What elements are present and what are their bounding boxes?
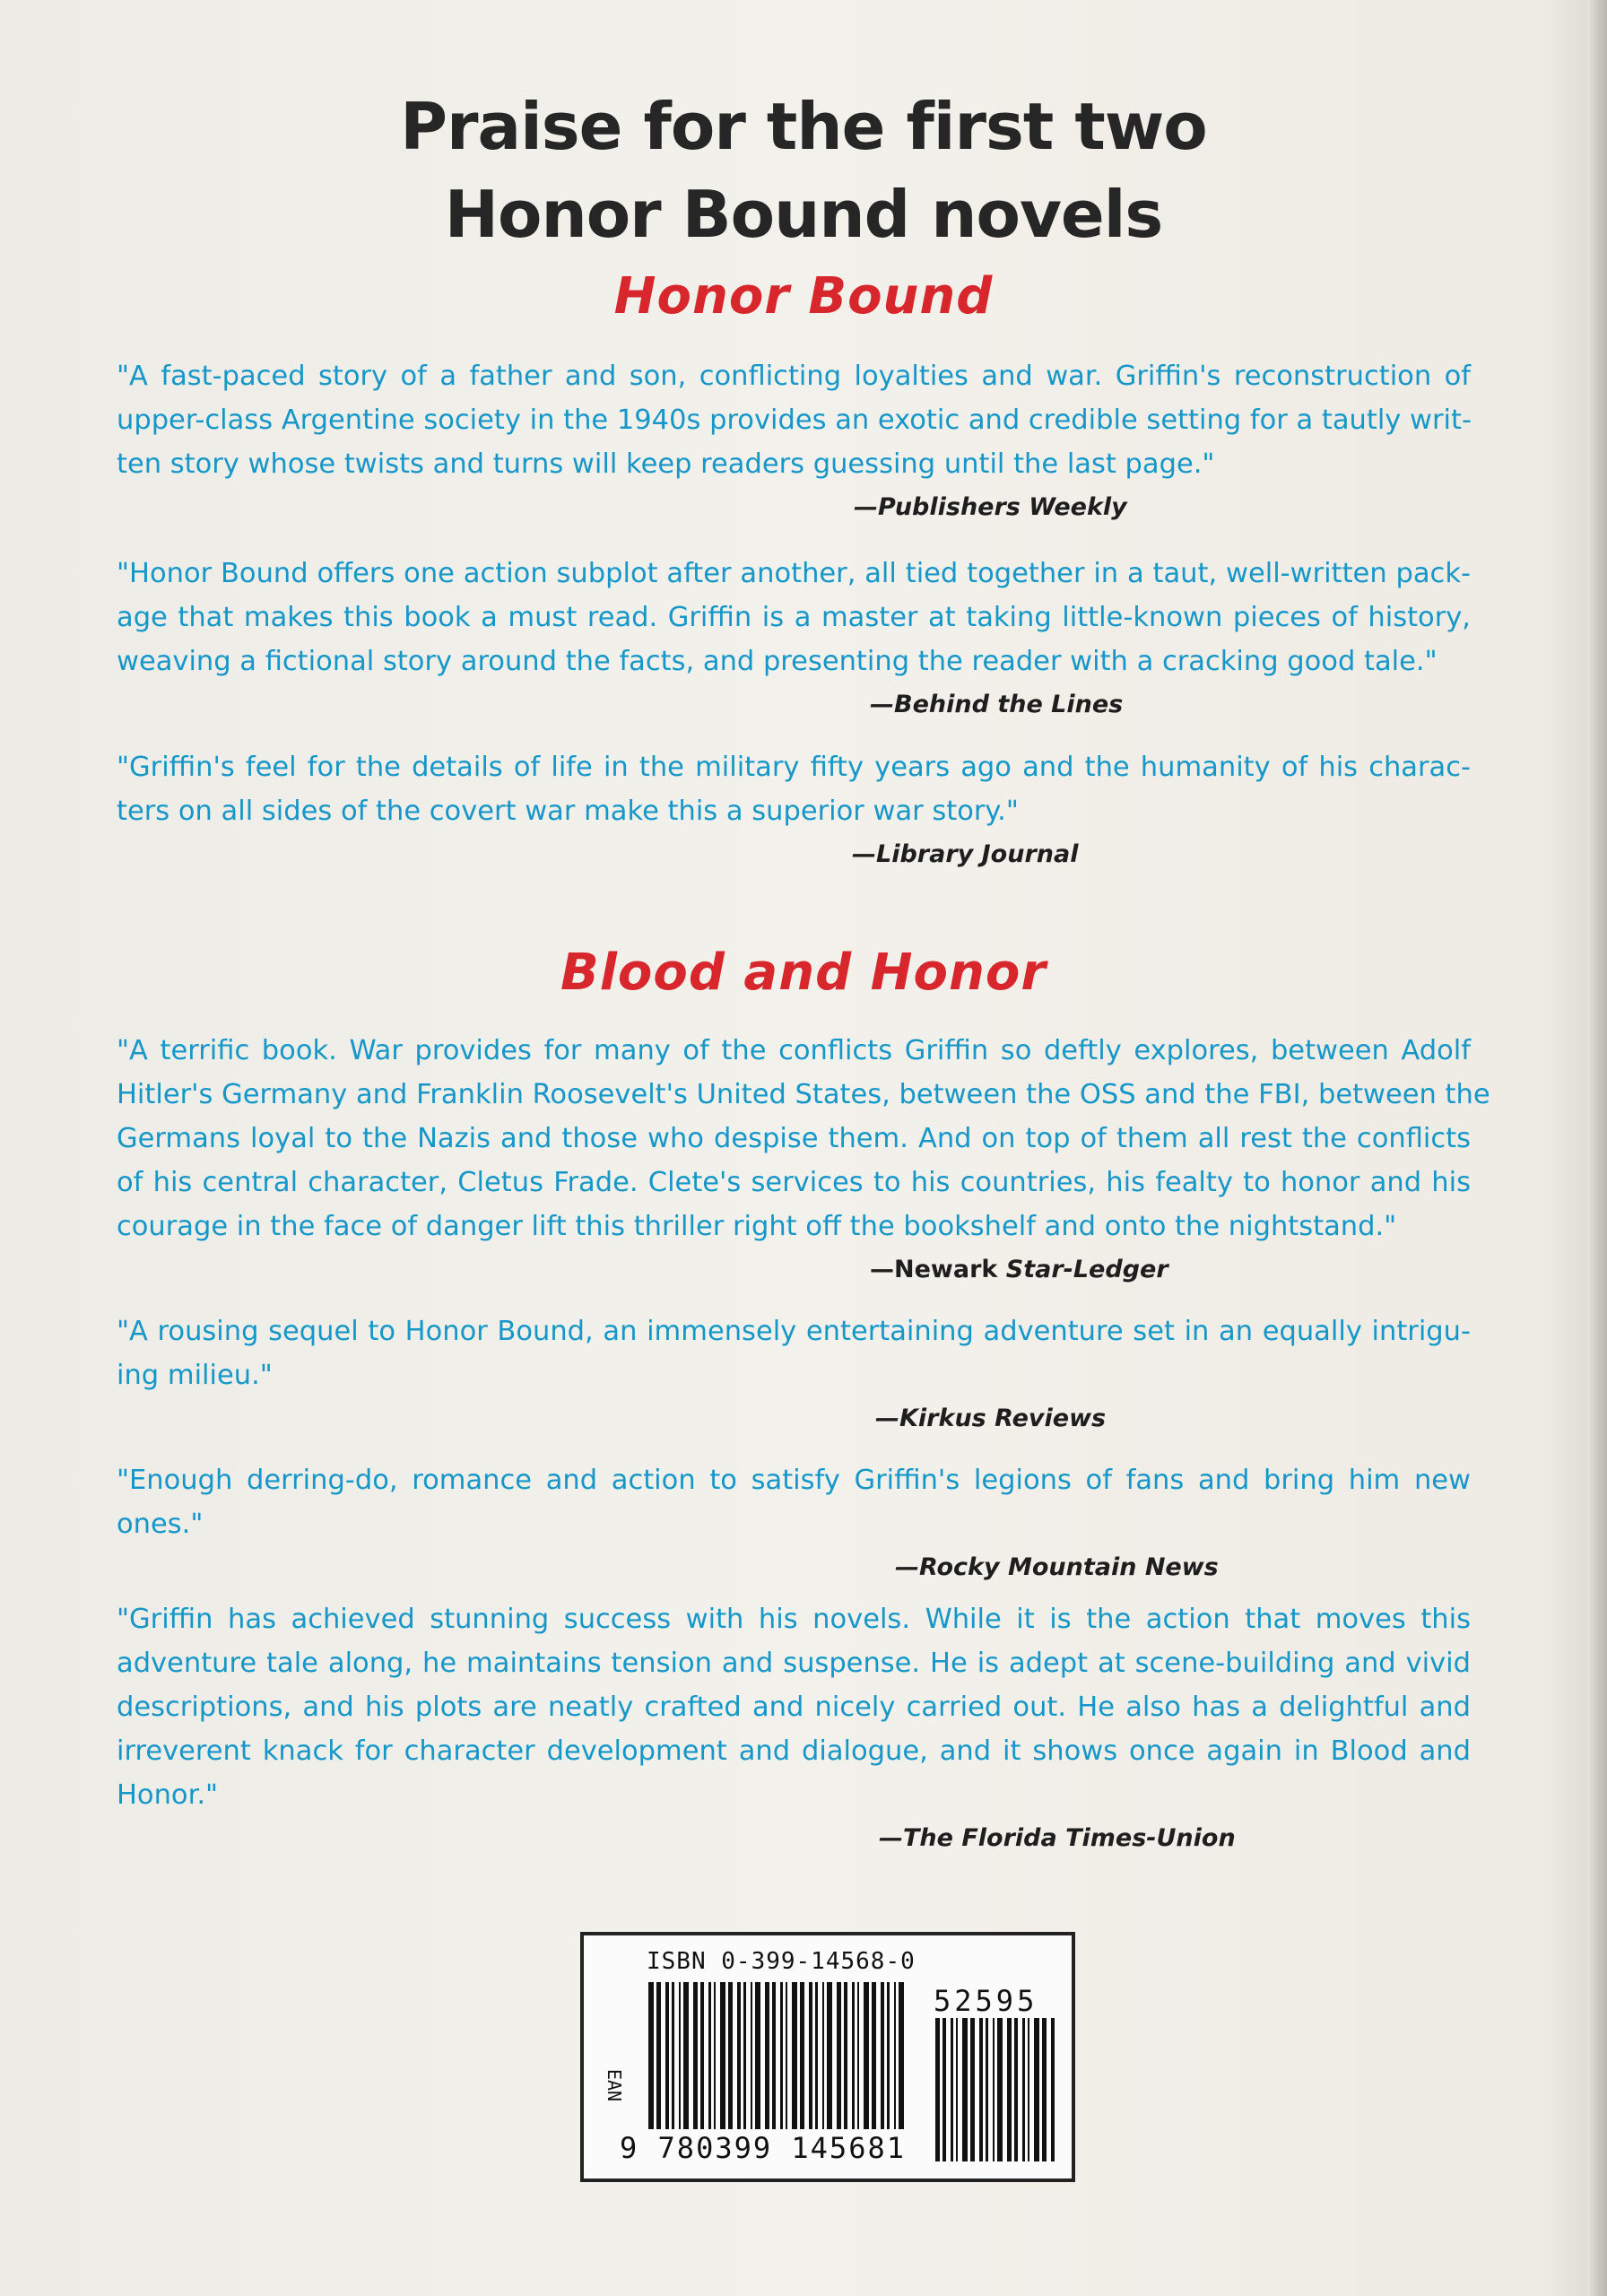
review-rocky-mountain-news [117, 1458, 1471, 1586]
barcode-bar [714, 1982, 716, 2129]
barcode-bar [1014, 2018, 1018, 2161]
isbn-number: ISBN 0-399-14568-0 [647, 1948, 916, 1975]
barcode-bar [979, 2018, 983, 2161]
review-quote [117, 1458, 1471, 1546]
review-library-journal [117, 745, 1471, 873]
review-quote [117, 1029, 1490, 1248]
barcode-bar [772, 1982, 776, 2129]
review-attribution [870, 1252, 1471, 1288]
review-quote [117, 354, 1471, 486]
barcode-bar [837, 1982, 841, 2129]
barcode-bar [693, 1982, 698, 2129]
quote-line: adventure tale along, he maintains tension and suspense. He is adept at scene-building and vivid [117, 1648, 1471, 1679]
barcode-bar [751, 1982, 752, 2129]
quote-line: ing milieu." [117, 1360, 273, 1391]
quote-line: Germans loyal to the Nazis and those who despise them. And on top of them all rest the conflicts [117, 1123, 1471, 1154]
barcode-bar [993, 2018, 995, 2161]
barcode-bar [887, 1982, 890, 2129]
barcode-bar [737, 1982, 741, 2129]
cover-edge [1587, 0, 1607, 2296]
barcode-bar [1022, 2018, 1025, 2161]
quote-line: of his central character, Cletus Frade. Clete's services to his countries, his fealty to honor and his [117, 1167, 1471, 1198]
quote-line: age that makes this book a must read. Griffin is a master at taking little-known pieces of history, [117, 602, 1471, 633]
quote-line: weaving a fictional story around the facts, and presenting the reader with a cracking good tale." [117, 646, 1438, 677]
quote-line: descriptions, and his plots are neatly crafted and nicely carried out. He also has a delightful and [117, 1692, 1471, 1723]
heading-line-2: Honor Bound novels [444, 177, 1163, 252]
barcode-bar [728, 1982, 733, 2129]
barcode-bar [857, 1982, 859, 2129]
quote-line: upper-class Argentine society in the 1940s provides an exotic and credible setting for a tautly writ- [117, 404, 1472, 436]
barcode-bar [792, 1982, 797, 2129]
quote-line: "A rousing sequel to Honor Bound, an immensely entertaining adventure set in an equally intrigu- [117, 1316, 1471, 1347]
review-quote [117, 1309, 1471, 1397]
quote-line: ones." [117, 1509, 204, 1540]
quote-line: "A fast-paced story of a father and son, conflicting loyalties and war. Griffin's reconstruction of [117, 361, 1471, 392]
barcode-bar [720, 1982, 725, 2129]
barcode-bar [935, 2018, 940, 2161]
barcode-bar [780, 1982, 783, 2129]
quote-line: "Enough derring-do, romance and action to satisfy Griffin's legions of fans and bring him new [117, 1465, 1471, 1496]
review-star-ledger [117, 1029, 1490, 1288]
barcode-bar [942, 2018, 946, 2161]
review-attribution: —Publishers Weekly [854, 493, 1127, 521]
price-code: 52595 [934, 1984, 1038, 2018]
barcode-bar [679, 1982, 681, 2129]
barcode-bar [1051, 2018, 1055, 2161]
barcode-bar [951, 2018, 953, 2161]
attribution-source: Star-Ledger [1005, 1256, 1168, 1283]
review-quote [117, 552, 1471, 683]
ean-label: EAN [604, 2068, 626, 2102]
review-publishers-weekly [117, 354, 1471, 526]
quote-line: Honor." [117, 1779, 219, 1811]
quote-line: irreverent knack for character development and dialogue, and it shows once again in Blood and [117, 1735, 1471, 1767]
barcode-bar [665, 1982, 669, 2129]
barcode-bar [700, 1982, 704, 2129]
quote-line: courage in the face of danger lift this thriller right off the bookshelf and onto the nightstand." [117, 1211, 1397, 1242]
barcode-bar [986, 2018, 988, 2161]
barcode-bar [815, 1982, 818, 2129]
review-kirkus [117, 1309, 1471, 1437]
section-title-honor-bound: Honor Bound [613, 267, 994, 326]
barcode-bar [827, 1982, 832, 2129]
review-behind-the-lines [117, 552, 1471, 723]
barcode-bar [894, 1982, 896, 2129]
ean-digits: 9 780399 145681 [620, 2131, 906, 2165]
barcode-bar [683, 1982, 689, 2129]
barcode-bar [997, 2018, 1003, 2161]
barcode-bar [786, 1982, 787, 2129]
barcode-bar [956, 2018, 958, 2161]
barcode-bar [822, 1982, 824, 2129]
quote-line: Hitler's Germany and Franklin Roosevelt's United States, between the OSS and the FBI, between the [117, 1079, 1490, 1110]
isbn-barcode [580, 1932, 1075, 2182]
quote-line: "A terrific book. War provides for many of the conflicts Griffin so deftly explores, between Adolf [117, 1035, 1471, 1066]
barcode-bar [970, 2018, 975, 2161]
review-attribution: —Behind the Lines [870, 691, 1124, 718]
attribution-prefix: —Newark [870, 1256, 1006, 1283]
barcode-bar [755, 1982, 760, 2129]
review-attribution: —Kirkus Reviews [875, 1405, 1107, 1432]
barcode-bar [809, 1982, 812, 2129]
barcode-bar [708, 1982, 711, 2129]
review-quote [117, 745, 1471, 833]
barcode-bar [1034, 2018, 1039, 2161]
barcode-bar [872, 1982, 876, 2129]
review-florida-times-union [117, 1597, 1471, 1857]
section-title-blood-and-honor: Blood and Honor [560, 944, 1047, 1002]
barcode-bar [864, 1982, 869, 2129]
barcode-bar [1028, 2018, 1029, 2161]
barcode-bar [852, 1982, 855, 2129]
barcode-bar [743, 1982, 746, 2129]
review-quote [117, 1597, 1471, 1817]
heading-line-1: Praise for the first two [400, 89, 1207, 164]
barcode-bar [648, 1982, 654, 2129]
quote-line: ten story whose twists and turns will keep readers guessing until the last page." [117, 448, 1215, 480]
barcode-bar [899, 1982, 904, 2129]
barcode-bar [844, 1982, 847, 2129]
barcode-bar [672, 1982, 674, 2129]
quote-line: "Griffin's feel for the details of life in the military fifty years ago and the humanity of his charac- [117, 752, 1471, 783]
praise-heading [0, 83, 1607, 258]
quote-line: "Honor Bound offers one action subplot after another, all tied together in a taut, well-written pack- [117, 558, 1471, 589]
review-attribution: —Library Journal [852, 840, 1079, 868]
barcode-bar [800, 1982, 804, 2129]
review-attribution: —Rocky Mountain News [895, 1553, 1219, 1581]
barcode-bar [765, 1982, 769, 2129]
review-attribution: —The Florida Times-Union [879, 1824, 1236, 1852]
quote-line: ters on all sides of the covert war make this a superior war story." [117, 796, 1019, 827]
barcode-bar [962, 2018, 968, 2161]
quote-line: "Griffin has achieved stunning success with his novels. While it is the action that moves this [117, 1604, 1471, 1635]
barcode-bar [1007, 2018, 1012, 2161]
barcode-bar [1042, 2018, 1047, 2161]
barcode-bar [881, 1982, 884, 2129]
barcode-bar [656, 1982, 661, 2129]
